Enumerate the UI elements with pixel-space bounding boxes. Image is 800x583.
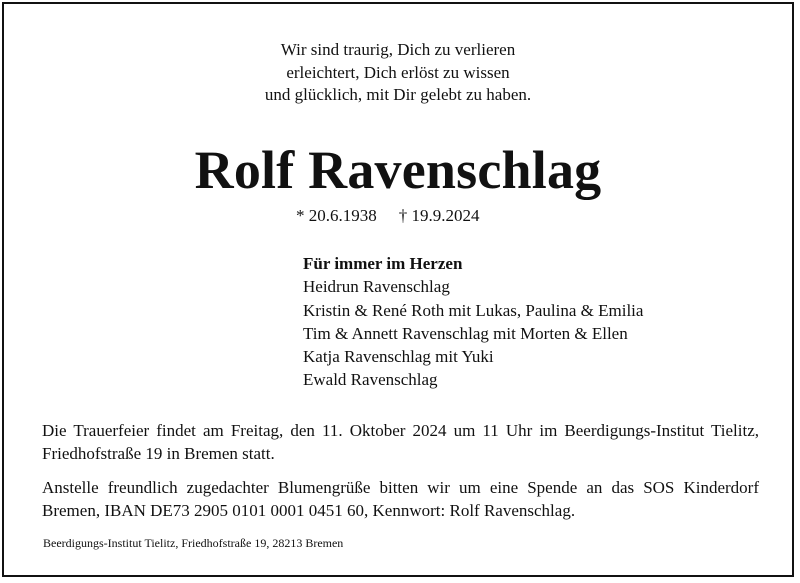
death-date: † 19.9.2024	[398, 206, 480, 225]
mourners-list	[303, 252, 643, 392]
deceased-name: Rolf Ravenschlag	[194, 140, 602, 200]
mourners-heading: Für immer im Herzen	[303, 254, 463, 273]
mourner-name: Kristin & René Roth mit Lukas, Paulina & Emilia	[303, 300, 644, 320]
mourner-name: Tim & Annett Ravenschlag mit Morten & Ellen	[303, 323, 628, 343]
poem-line: und glücklich, mit Dir gelebt zu haben.	[264, 85, 532, 104]
mourner-name: Katja Ravenschlag mit Yuki	[303, 347, 494, 367]
poem-line: erleichtert, Dich erlöst zu wissen	[286, 62, 510, 82]
life-dates	[296, 205, 480, 227]
funeral-info: Die Trauerfeier findet am Freitag, den 11. Oktober 2024 um 11 Uhr im Beerdigungs-Institut Tielitz, Friedhofstraße 19 in Bremen statt.	[42, 421, 759, 463]
poem-line: Wir sind traurig, Dich zu verlieren	[280, 40, 516, 59]
funeral-home-footer: Beerdigungs-Institut Tielitz, Friedhofstraße 19, 28213 Bremen	[43, 536, 344, 550]
obituary-notice	[2, 2, 794, 577]
mourner-name: Ewald Ravenschlag	[303, 370, 438, 390]
mourner-name: Heidrun Ravenschlag	[303, 277, 450, 297]
birth-date: * 20.6.1938	[296, 206, 377, 225]
donation-info: Anstelle freundlich zugedachter Blumengrüße bitten wir um eine Spende an das SOS Kinderdorf Bremen, IBAN DE73 2905 0101 0001 0451 60, Kennwort: Rolf Ravenschlag.	[42, 478, 759, 520]
poem	[4, 39, 792, 107]
